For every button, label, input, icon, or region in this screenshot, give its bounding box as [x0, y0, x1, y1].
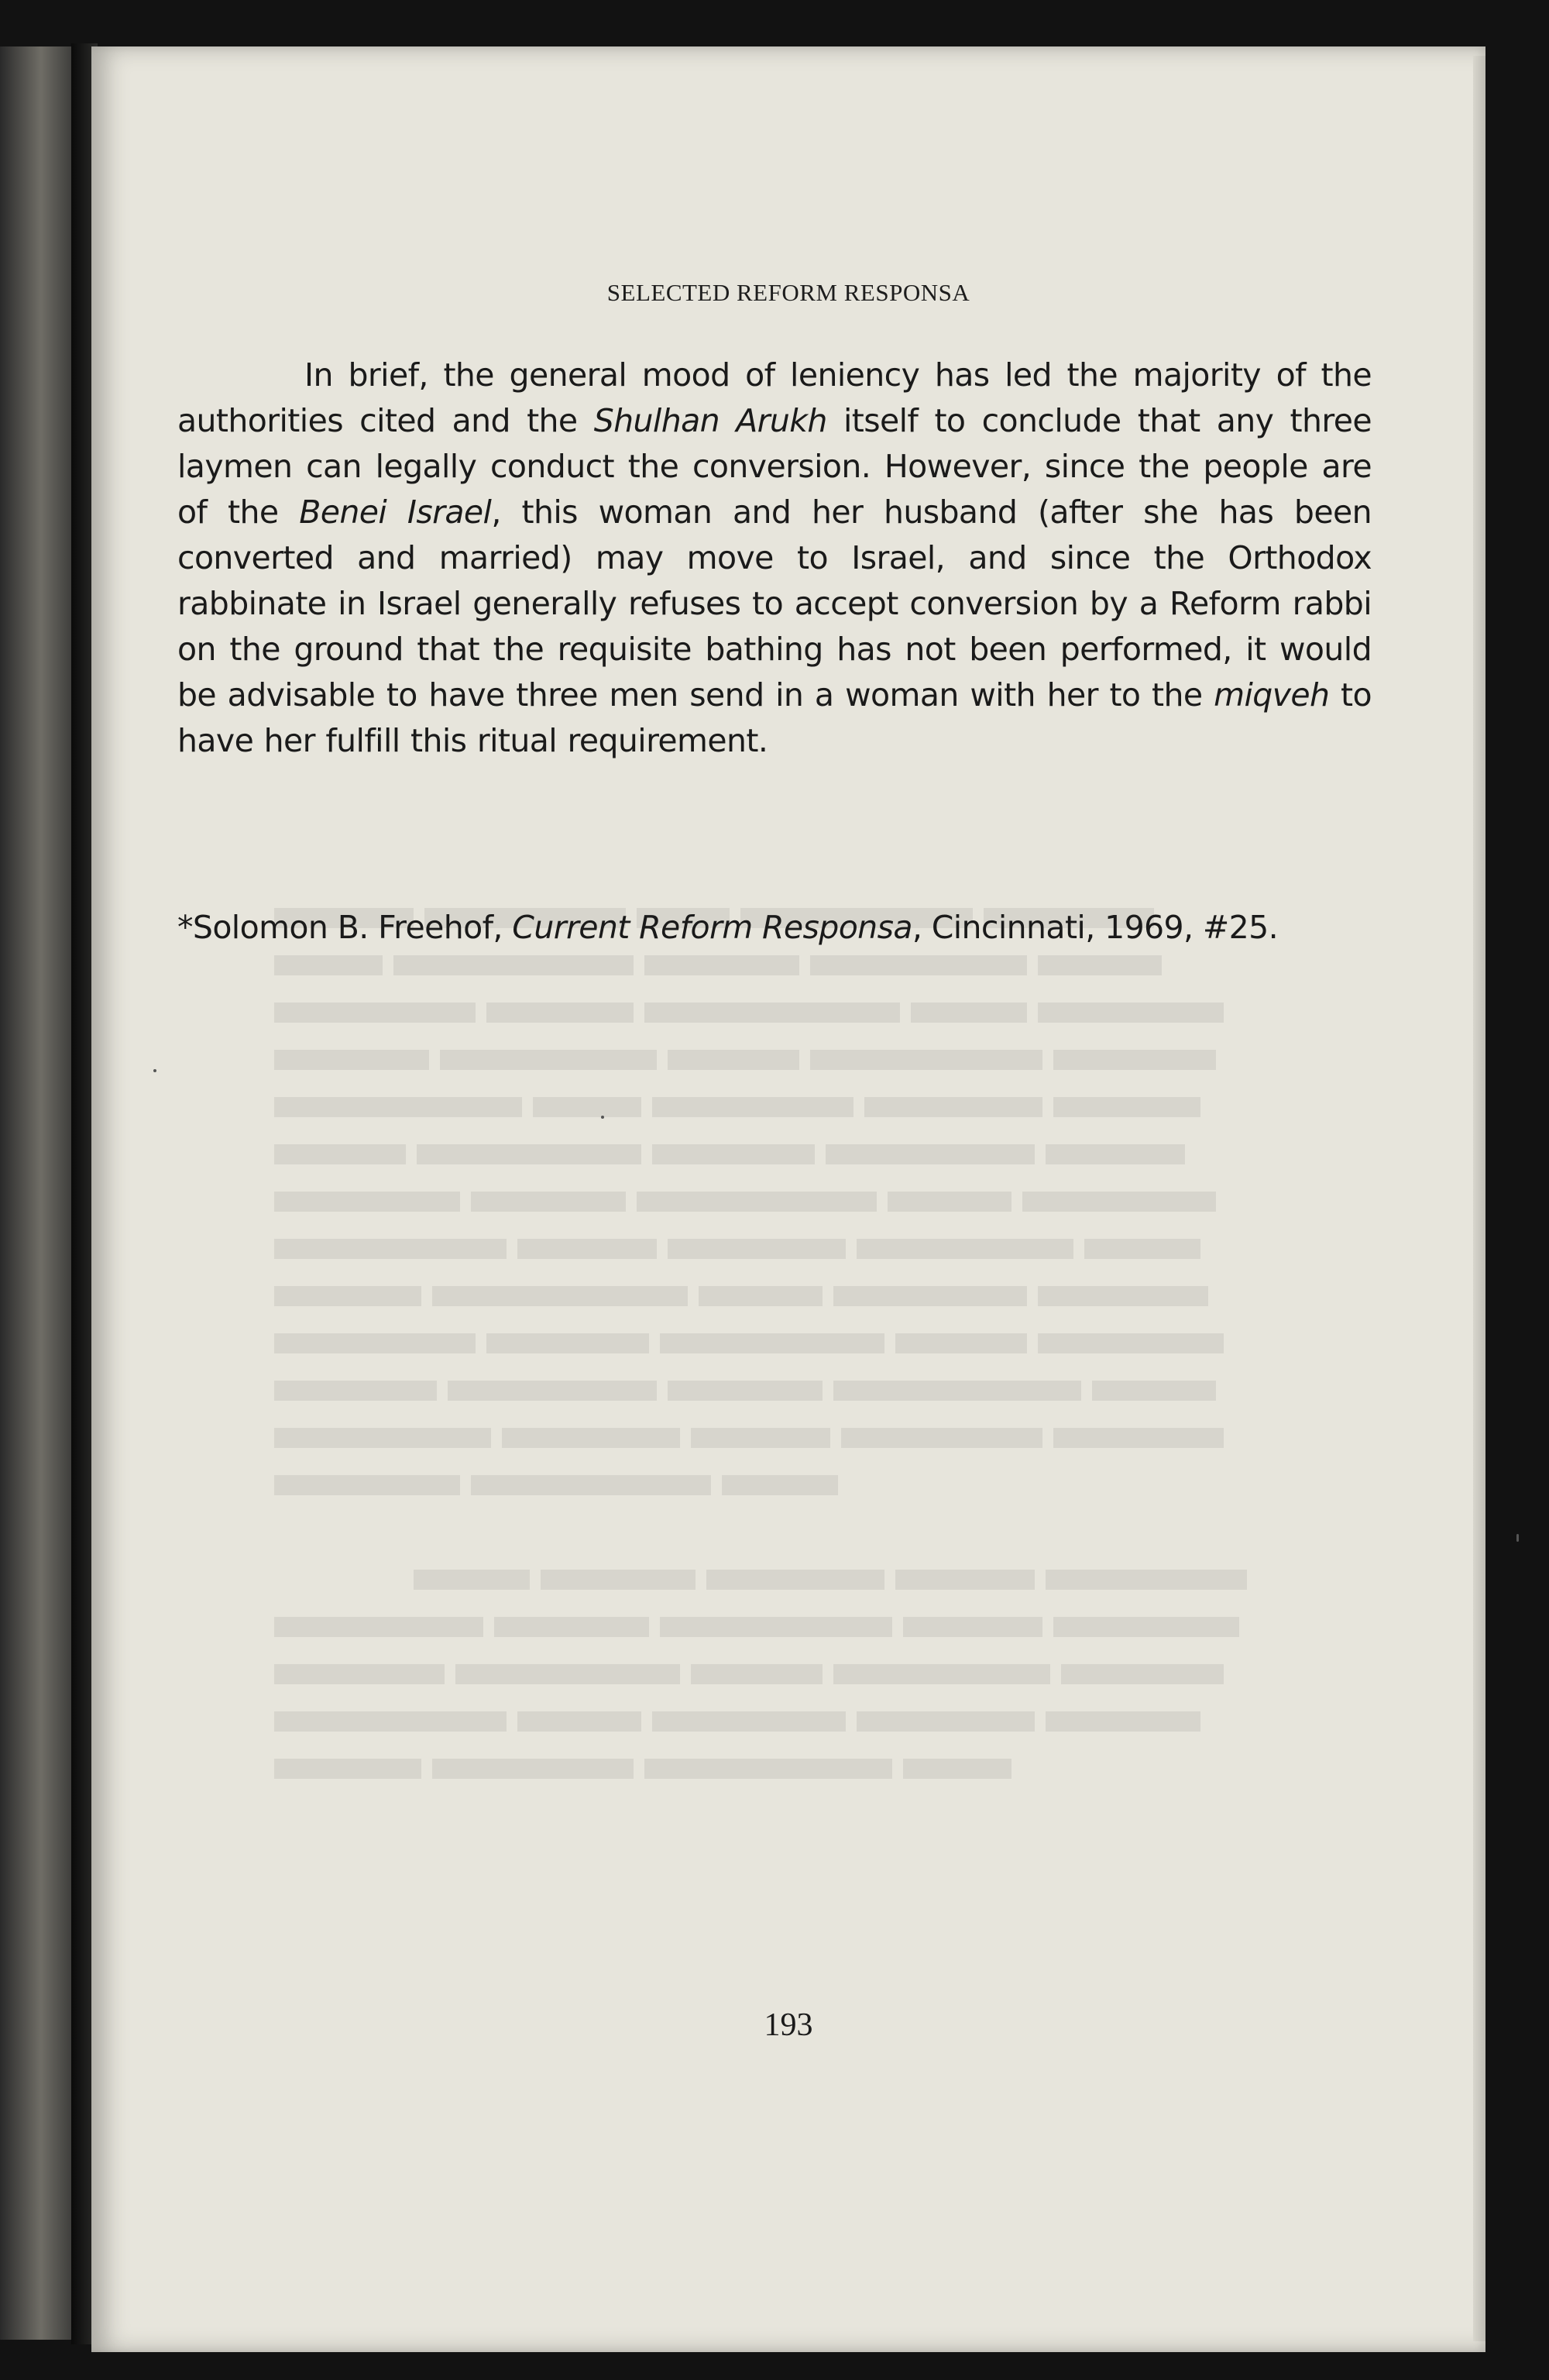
paragraph-text: itself to conclude that any three laymen can legally conduct the conversion. However, since the people are of the: [177, 402, 1372, 531]
paragraph-italic-term: Benei Israel: [299, 494, 492, 531]
page-edge: [1473, 56, 1485, 2341]
footnote-text: *Solomon B. Freehof,: [177, 909, 513, 946]
footnote: [177, 905, 1372, 951]
paragraph-text: , this woman and her husband (after she has been converted and married) may move to Israel, and since the Orthodox rabbinate in Israel generally refuses to accept conversion by a Reform rabbi on the ground that the requisite bathing has not been performed, it would be advisable to have three men send in a woman with her to the: [177, 494, 1372, 714]
book-page: [91, 46, 1485, 2352]
body-paragraph: [177, 353, 1372, 764]
paragraph-italic-term: miqveh: [1214, 676, 1330, 714]
paper-speck: [601, 1116, 604, 1119]
paragraph-text: In brief, the general mood of leniency has led the majority of the authorities cited and the: [177, 356, 1372, 439]
footnote-italic-title: Current Reform Responsa: [512, 909, 912, 946]
running-head: SELECTED REFORM RESPONSA: [606, 279, 970, 306]
page-number: 193: [764, 2007, 813, 2043]
paragraph-text: to have her fulfill this ritual requirement.: [177, 676, 1372, 759]
paper-speck: [153, 1069, 156, 1072]
footnote-text: , Cincinnati, 1969, #25.: [912, 909, 1279, 946]
previous-page-edge: [0, 46, 74, 2340]
show-through-text: [274, 891, 1382, 1976]
paper-speck: [1516, 1534, 1519, 1542]
paragraph-italic-term: Shulhan Arukh: [593, 402, 827, 439]
